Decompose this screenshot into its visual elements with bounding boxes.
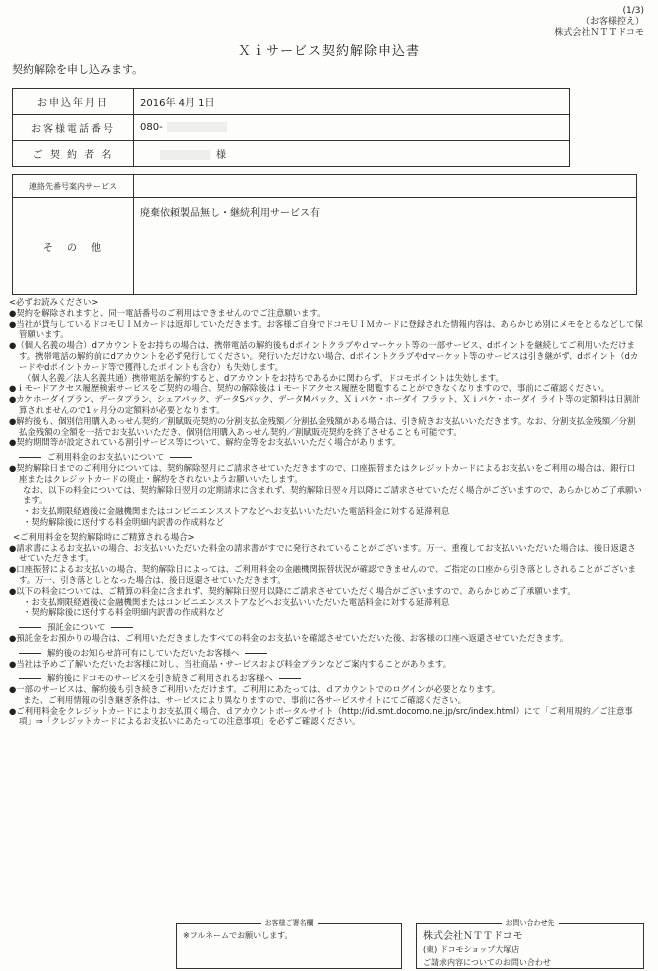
note-item: ●当社が貸与しているドコモＵＩＭカードは返却していただきます。お客様ご自身でドコモＵＩＭカードに登録された情報内容は、あらかじめ別にメモをとるなどして保管願います。 — [9, 318, 643, 340]
phone-value: 080- — [140, 122, 163, 133]
notes-heading: <必ずお読みください> — [9, 297, 99, 307]
other-row — [13, 198, 637, 295]
contact-row — [13, 175, 637, 198]
notes-section — [9, 297, 643, 727]
signature-box[interactable] — [176, 919, 402, 969]
note-item: ●以下の料金については、ご精算の料金に含まれず、契約解除日翌月以降にご請求させていただく場合がございますので、あらかじめご了承願います。 — [9, 585, 576, 596]
name-field[interactable] — [134, 141, 570, 167]
inquiry-box-heading: お問い合わせ先 — [502, 919, 559, 927]
redacted-mark — [160, 150, 210, 160]
section-heading-notice: 解約後のお知らせ許可有にしていただいたお客様へ — [9, 648, 643, 659]
note-item: ●ご利用料金をクレジットカードによりお支払頂く場合、ｄアカウントポータルサイト（http://id.smt.docomo.ne.jp/src/index.html）にて「ご利用規約／ご注意事項」⇒「クレジットカードによるお支払いにあたっての注意事項」を必ずご確認ください。 — [9, 705, 633, 727]
note-item: ●当社は予めご了解いただいたお客様に対し、当社商品・サービスおよび料金プランなどご案内することがあります。 — [9, 658, 452, 669]
page-number: (1/3) — [622, 6, 644, 16]
contact-label: 連絡先番号案内サービス — [13, 175, 134, 198]
inquiry-company: 株式会社ＮＴＴドコモ — [423, 931, 523, 942]
note-item: ●契約解除日までのご利用分については、契約解除翌月にご請求させていただきますので、口座振替またはクレジットカードによるお支払いをご利用の場合は、銀行口座またはクレジットカードの廃止・解約をされないようお願いいたします。 — [9, 462, 636, 484]
contact-value[interactable] — [134, 175, 637, 198]
section-heading-payment: ご利用料金のお支払いについて — [9, 452, 643, 463]
redacted-mark — [167, 122, 227, 132]
note-item: ●ｉモードアクセス履歴検索サービスをご契約の場合、契約の解除後はｉモードアクセス履歴を閲覧することができなくなりますので、事前にご確認ください。 — [9, 383, 610, 394]
page-header-right — [554, 6, 644, 39]
note-item: ●契約を解除されますと、同一電話番号のご利用はできませんのでご注意願います。 — [9, 307, 326, 318]
copy-label: （お客様控え） — [580, 17, 644, 27]
inquiry-box — [416, 919, 644, 969]
date-row — [13, 89, 570, 115]
name-suffix: 様 — [216, 150, 226, 161]
phone-field[interactable] — [134, 115, 570, 141]
note-item: ●（個人名義の場合）dアカウントをお持ちの場合は、携帯電話の解約後もdポイントクラブやｄマーケット等の一部サービス、dポイントを継続してご利用いただけます。携帯電話の解約前にdアカウントを必ず発行してください。発行いただけない場合、dポイントクラブやdマーケット等のサービスは引き継がず、dポイント（dカードやdポイントカード等で獲得したポイントも含む）も失効します。 — [9, 340, 639, 372]
section-heading-settlement: <ご利用料金を契約解除時にご精算される場合> — [13, 531, 195, 542]
phone-row — [13, 115, 570, 141]
note-item: ●契約期間等が設定されている割引サービス等について、解約金等をお支払いいただく場合があります。 — [9, 437, 401, 448]
note-item: ・契約解除後に送付する料金明細内訳書の作成料など — [23, 607, 224, 618]
date-value[interactable]: 2016年 4月 1日 — [134, 89, 570, 115]
section-heading-deposit: 預託金について — [9, 622, 643, 633]
application-form-table — [12, 88, 570, 167]
name-row — [13, 141, 570, 167]
signature-note: ※フルネームでお願いします。 — [183, 931, 293, 940]
note-item: ・お支払期限経過後に金融機関またはコンビニエンスストアなどへお支払いいただいた電話料金に対する延滞利息 — [23, 596, 450, 607]
note-item: ・お支払期限経過後に金融機関またはコンビニエンスストアなどへお支払いいただいた電話料金に対する延滞利息 — [23, 506, 450, 517]
phone-label: お客様電話番号 — [13, 115, 134, 141]
note-item: なお、以下の料金については、契約解除日翌月の定期請求に含まれず、契約解除日翌々月以降にご請求させていただく場合がございますので、あらかじめご了承願います。 — [23, 484, 642, 506]
company-name: 株式会社ＮＴＴドコモ — [554, 28, 644, 38]
date-label: お申込年月日 — [13, 89, 134, 115]
note-item: ●請求書によるお支払いの場合、お支払いいただいた料金の請求書がすでに発行されていることがございます。万一、重複してお支払いいただいた場合は、後日返還させていただきます。 — [9, 542, 636, 564]
note-item: また、ご利用情報の引き継ぎ条件は、サービスにより異なりますので、事前に各サービスサイトにてご確認ください。 — [23, 694, 466, 705]
other-label: そ の 他 — [13, 198, 134, 295]
intro-text: 契約解除を申し込みます。 — [12, 63, 144, 76]
note-item: ●口座振替によるお支払いの場合、契約解除日によっては、ご利用料金の金融機関振替状況が確認できませんので、ご指定の口座から引き落としされることがございます。万一、引き落としとなった場合は、後日返還させていただきます。 — [9, 564, 636, 585]
signature-box-heading: お客様ご署名欄 — [261, 919, 318, 927]
inquiry-line: ご請求内容についてのお問い合わせ — [423, 958, 551, 967]
note-item: ●カケホーダイプラン、データプラン、シェアパック、データSパック、データMパック、Ｘｉパケ・ホーダイ フラット、Ｘｉパケ・ホーダイ ライト等の定額料は日割計算されませんので1ヶ月分の定額料が必要となります。 — [9, 394, 641, 415]
note-item: （個人名義／法人名義共通）携帯電話を解約すると、dアカウントをお持ちであるかに関わらず、ドコモポイントは失効します。 — [23, 372, 504, 383]
inquiry-shop: (東) ドコモショップ大塚店 — [423, 945, 520, 954]
document-title: Ｘｉサービス契約解除申込書 — [237, 44, 420, 59]
contact-other-table — [12, 174, 637, 295]
note-item: ●解約後も、個別信用購入あっせん契約／割賦販売契約の分割支払金残額／分割払金残額がある場合は、引き続きお支払いいただきます。なお、分割支払金残額／分割払金残額の全額を一括でお支払いいただき、個別信用購入あっせん契約／割賦販売契約を終了させることも可能です。 — [9, 415, 636, 437]
name-label: ご 契 約 者 名 — [13, 141, 134, 167]
note-item: ●預託金をお預かりの場合は、ご利用いただきましたすべての料金のお支払いを確認させていただいた後、お客様の口座へ返還させていただきます。 — [9, 632, 569, 643]
other-value[interactable]: 廃棄依頼製品無し・継続利用サービス有 — [134, 198, 637, 295]
note-item: ●一部のサービスは、解約後も引き続きご利用いただけます。ご利用にあたっては、ｄアカウントでのログインが必要となります。 — [9, 684, 501, 695]
note-item: ・契約解除後に送付する料金明細内訳書の作成料など — [23, 516, 224, 527]
section-heading-continuing: 解約後にドコモのサービスを引き続きご利用されるお客様へ — [9, 673, 643, 684]
